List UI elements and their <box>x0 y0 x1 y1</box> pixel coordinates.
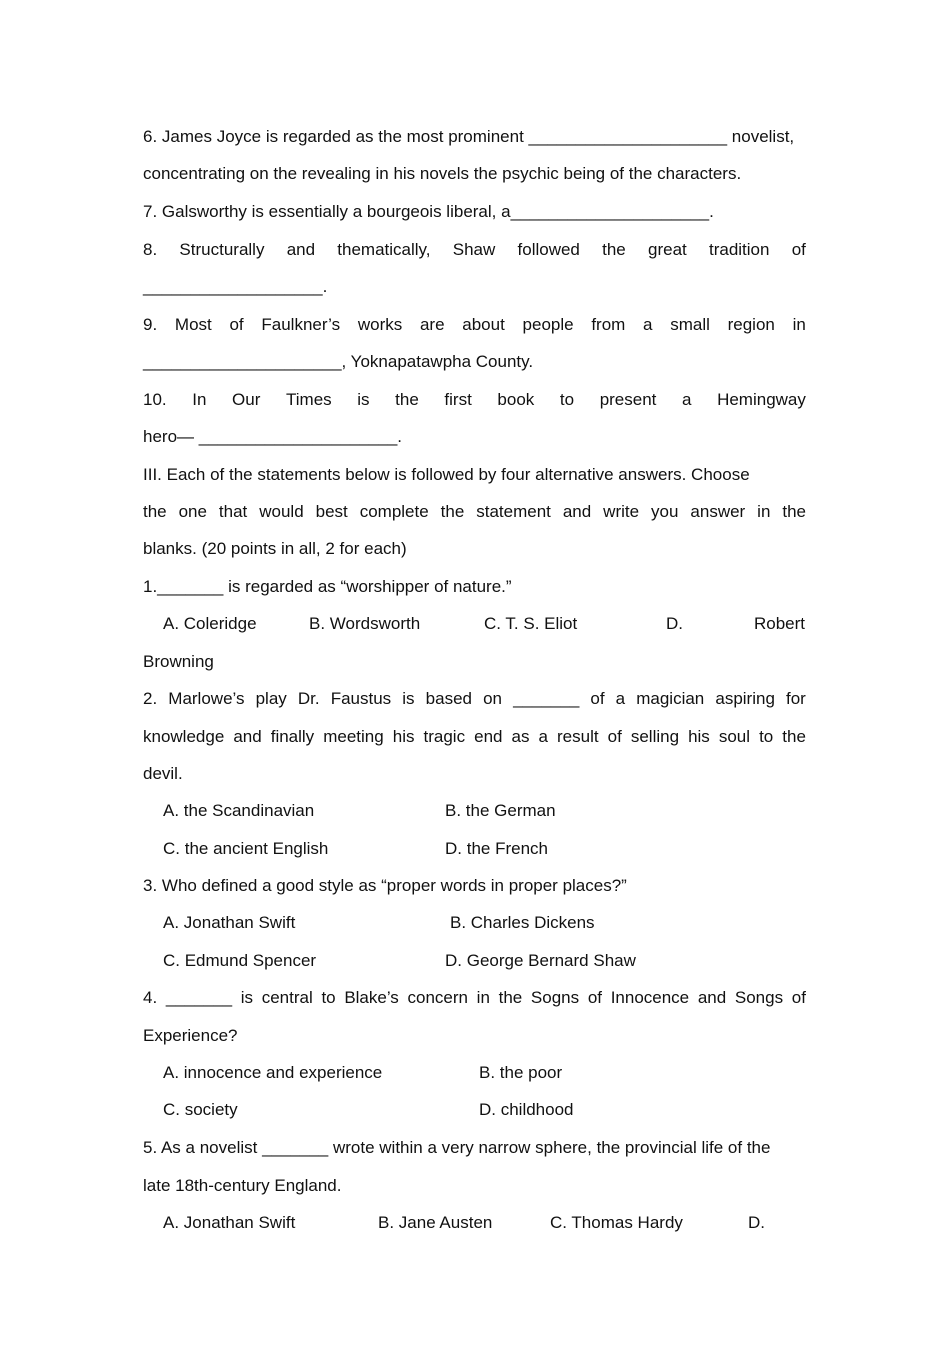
word: and <box>697 988 727 1007</box>
mc-q5-line-2: late 18th-century England. <box>143 1176 342 1195</box>
mc-q4-line-1 <box>143 987 806 1009</box>
word: Structurally <box>179 240 265 259</box>
word: Dr. <box>297 689 320 708</box>
q6-line-1: 6. James Joyce is regarded as the most prominent _____________________ novelist, <box>143 127 795 146</box>
mc-q4-option-c: C. society <box>163 1100 238 1119</box>
word: is <box>357 390 370 409</box>
mc-q5-option-a: A. Jonathan Swift <box>163 1213 296 1232</box>
word: the <box>782 502 806 521</box>
word: from <box>591 315 626 334</box>
word: a <box>643 315 653 334</box>
mc-q3-option-a: A. Jonathan Swift <box>163 913 296 932</box>
mc-q2-line-2 <box>143 726 806 748</box>
mc-q5-option-d: D. <box>748 1213 765 1232</box>
word: a <box>615 689 626 708</box>
word: Most <box>174 315 212 334</box>
mc-q3-stem: 3. Who defined a good style as “proper words in proper places?” <box>143 876 627 895</box>
mc-q1-option-a: A. Coleridge <box>163 614 257 633</box>
word: a <box>538 727 548 746</box>
mc-q5-line-1: 5. As a novelist _______ wrote within a very narrow sphere, the provincial life of the <box>143 1138 771 1157</box>
q10-line-2: hero— _____________________. <box>143 427 403 446</box>
word: you <box>651 502 679 521</box>
word: people <box>522 315 574 334</box>
mc-q3-option-d: D. George Bernard Shaw <box>445 951 636 970</box>
mc-q1-option-d: D. <box>666 614 683 633</box>
word: concern <box>407 988 468 1007</box>
word: _______ <box>513 689 580 708</box>
word: of <box>791 240 806 259</box>
word: great <box>648 240 687 259</box>
word: small <box>670 315 710 334</box>
word: 10. <box>143 390 167 409</box>
word: knowledge <box>143 727 225 746</box>
word: Our <box>232 390 261 409</box>
word: book <box>497 390 535 409</box>
mc-q4-line-2: Experience? <box>143 1026 238 1045</box>
word: his <box>688 727 710 746</box>
word: in <box>476 988 490 1007</box>
word: Marlowe’s <box>168 689 245 708</box>
word: a <box>682 390 692 409</box>
word: of <box>791 988 806 1007</box>
q10-line-1 <box>143 389 806 411</box>
word: of <box>590 689 605 708</box>
word: result <box>557 727 599 746</box>
word: finally <box>270 727 315 746</box>
q9-line-2: _____________________, Yoknapatawpha County. <box>143 352 534 371</box>
q6-line-2: concentrating on the revealing in his novels the psychic being of the characters. <box>143 164 742 183</box>
word: to <box>759 727 774 746</box>
word: of <box>607 727 622 746</box>
word: complete <box>359 502 429 521</box>
word: works <box>357 315 403 334</box>
word: of <box>587 988 602 1007</box>
word: selling <box>630 727 680 746</box>
word: Times <box>286 390 332 409</box>
word: to <box>559 390 575 409</box>
q9-line-1 <box>143 314 806 336</box>
word: tradition <box>708 240 770 259</box>
word: one <box>178 502 207 521</box>
word: Faulkner’s <box>261 315 341 334</box>
word: on <box>483 689 502 708</box>
word: _______ <box>165 988 233 1007</box>
mc-q2-option-d: D. the French <box>445 839 548 858</box>
word: the <box>143 502 167 521</box>
word: for <box>786 689 806 708</box>
section3-intro-line-3: blanks. (20 points in all, 2 for each) <box>143 539 407 558</box>
word: Songs <box>734 988 784 1007</box>
word: the <box>498 988 523 1007</box>
mc-q1-option-d-text: Robert <box>754 614 806 633</box>
word: the <box>602 240 626 259</box>
word: answer <box>690 502 746 521</box>
mc-q1-option-c: C. T. S. Eliot <box>484 614 578 633</box>
word: the <box>440 502 465 521</box>
q8-line-2: ___________________. <box>143 277 328 296</box>
word: Faustus <box>330 689 392 708</box>
word: about <box>462 315 505 334</box>
word: that <box>218 502 248 521</box>
word: as <box>511 727 530 746</box>
mc-q2-option-c: C. the ancient English <box>163 839 329 858</box>
q8-line-1 <box>143 239 806 261</box>
word: tragic <box>423 727 466 746</box>
word: 4. <box>143 988 158 1007</box>
mc-q1-option-d-continued: Browning <box>143 652 214 671</box>
word: end <box>474 727 503 746</box>
mc-q2-line-3: devil. <box>143 764 183 783</box>
word: are <box>419 315 445 334</box>
word: 9. <box>143 315 158 334</box>
word: write <box>603 502 640 521</box>
word: central <box>261 988 313 1007</box>
word: would <box>259 502 304 521</box>
word: 8. <box>143 240 158 259</box>
word: region <box>727 315 775 334</box>
word: based <box>425 689 472 708</box>
word: is <box>402 689 415 708</box>
word: and <box>233 727 262 746</box>
mc-q4-option-d: D. childhood <box>479 1100 574 1119</box>
word: Innocence <box>610 988 690 1007</box>
word: best <box>315 502 348 521</box>
word: meeting <box>323 727 384 746</box>
word: and <box>562 502 592 521</box>
word: and <box>286 240 316 259</box>
word: in <box>792 315 806 334</box>
word: statement <box>476 502 551 521</box>
word: Sogns <box>530 988 580 1007</box>
word: aspiring <box>715 689 775 708</box>
section3-intro-line-1: III. Each of the statements below is followed by four alternative answers. Choose <box>143 465 750 484</box>
mc-q2-line-1 <box>143 688 806 710</box>
mc-q1-stem: 1._______ is regarded as “worshipper of nature.” <box>143 577 512 596</box>
word: the <box>395 390 419 409</box>
word: magician <box>636 689 705 708</box>
mc-q3-option-b: B. Charles Dickens <box>450 913 595 932</box>
word: thematically, <box>337 240 431 259</box>
word: to <box>321 988 336 1007</box>
mc-q5-option-b: B. Jane Austen <box>378 1213 493 1232</box>
mc-q4-option-b: B. the poor <box>479 1063 563 1082</box>
word: Blake’s <box>344 988 399 1007</box>
mc-q4-option-a: A. innocence and experience <box>163 1063 383 1082</box>
word: play <box>255 689 287 708</box>
q7-line: 7. Galsworthy is essentially a bourgeois liberal, a_____________________. <box>143 202 714 221</box>
word: present <box>599 390 657 409</box>
mc-q2-option-b: B. the German <box>445 801 556 820</box>
word: soul <box>718 727 751 746</box>
word: his <box>392 727 415 746</box>
word: 2. <box>143 689 158 708</box>
word: followed <box>517 240 580 259</box>
word: in <box>757 502 771 521</box>
mc-q1-option-b: B. Wordsworth <box>309 614 421 633</box>
mc-q3-option-c: C. Edmund Spencer <box>163 951 317 970</box>
word: Hemingway <box>717 390 806 409</box>
mc-q5-option-c: C. Thomas Hardy <box>550 1213 683 1232</box>
word: is <box>240 988 254 1007</box>
word: first <box>444 390 472 409</box>
mc-q2-option-a: A. the Scandinavian <box>163 801 315 820</box>
word: the <box>782 727 806 746</box>
word: In <box>192 390 207 409</box>
word: Shaw <box>452 240 496 259</box>
section3-intro-line-2 <box>143 501 806 523</box>
word: of <box>229 315 244 334</box>
